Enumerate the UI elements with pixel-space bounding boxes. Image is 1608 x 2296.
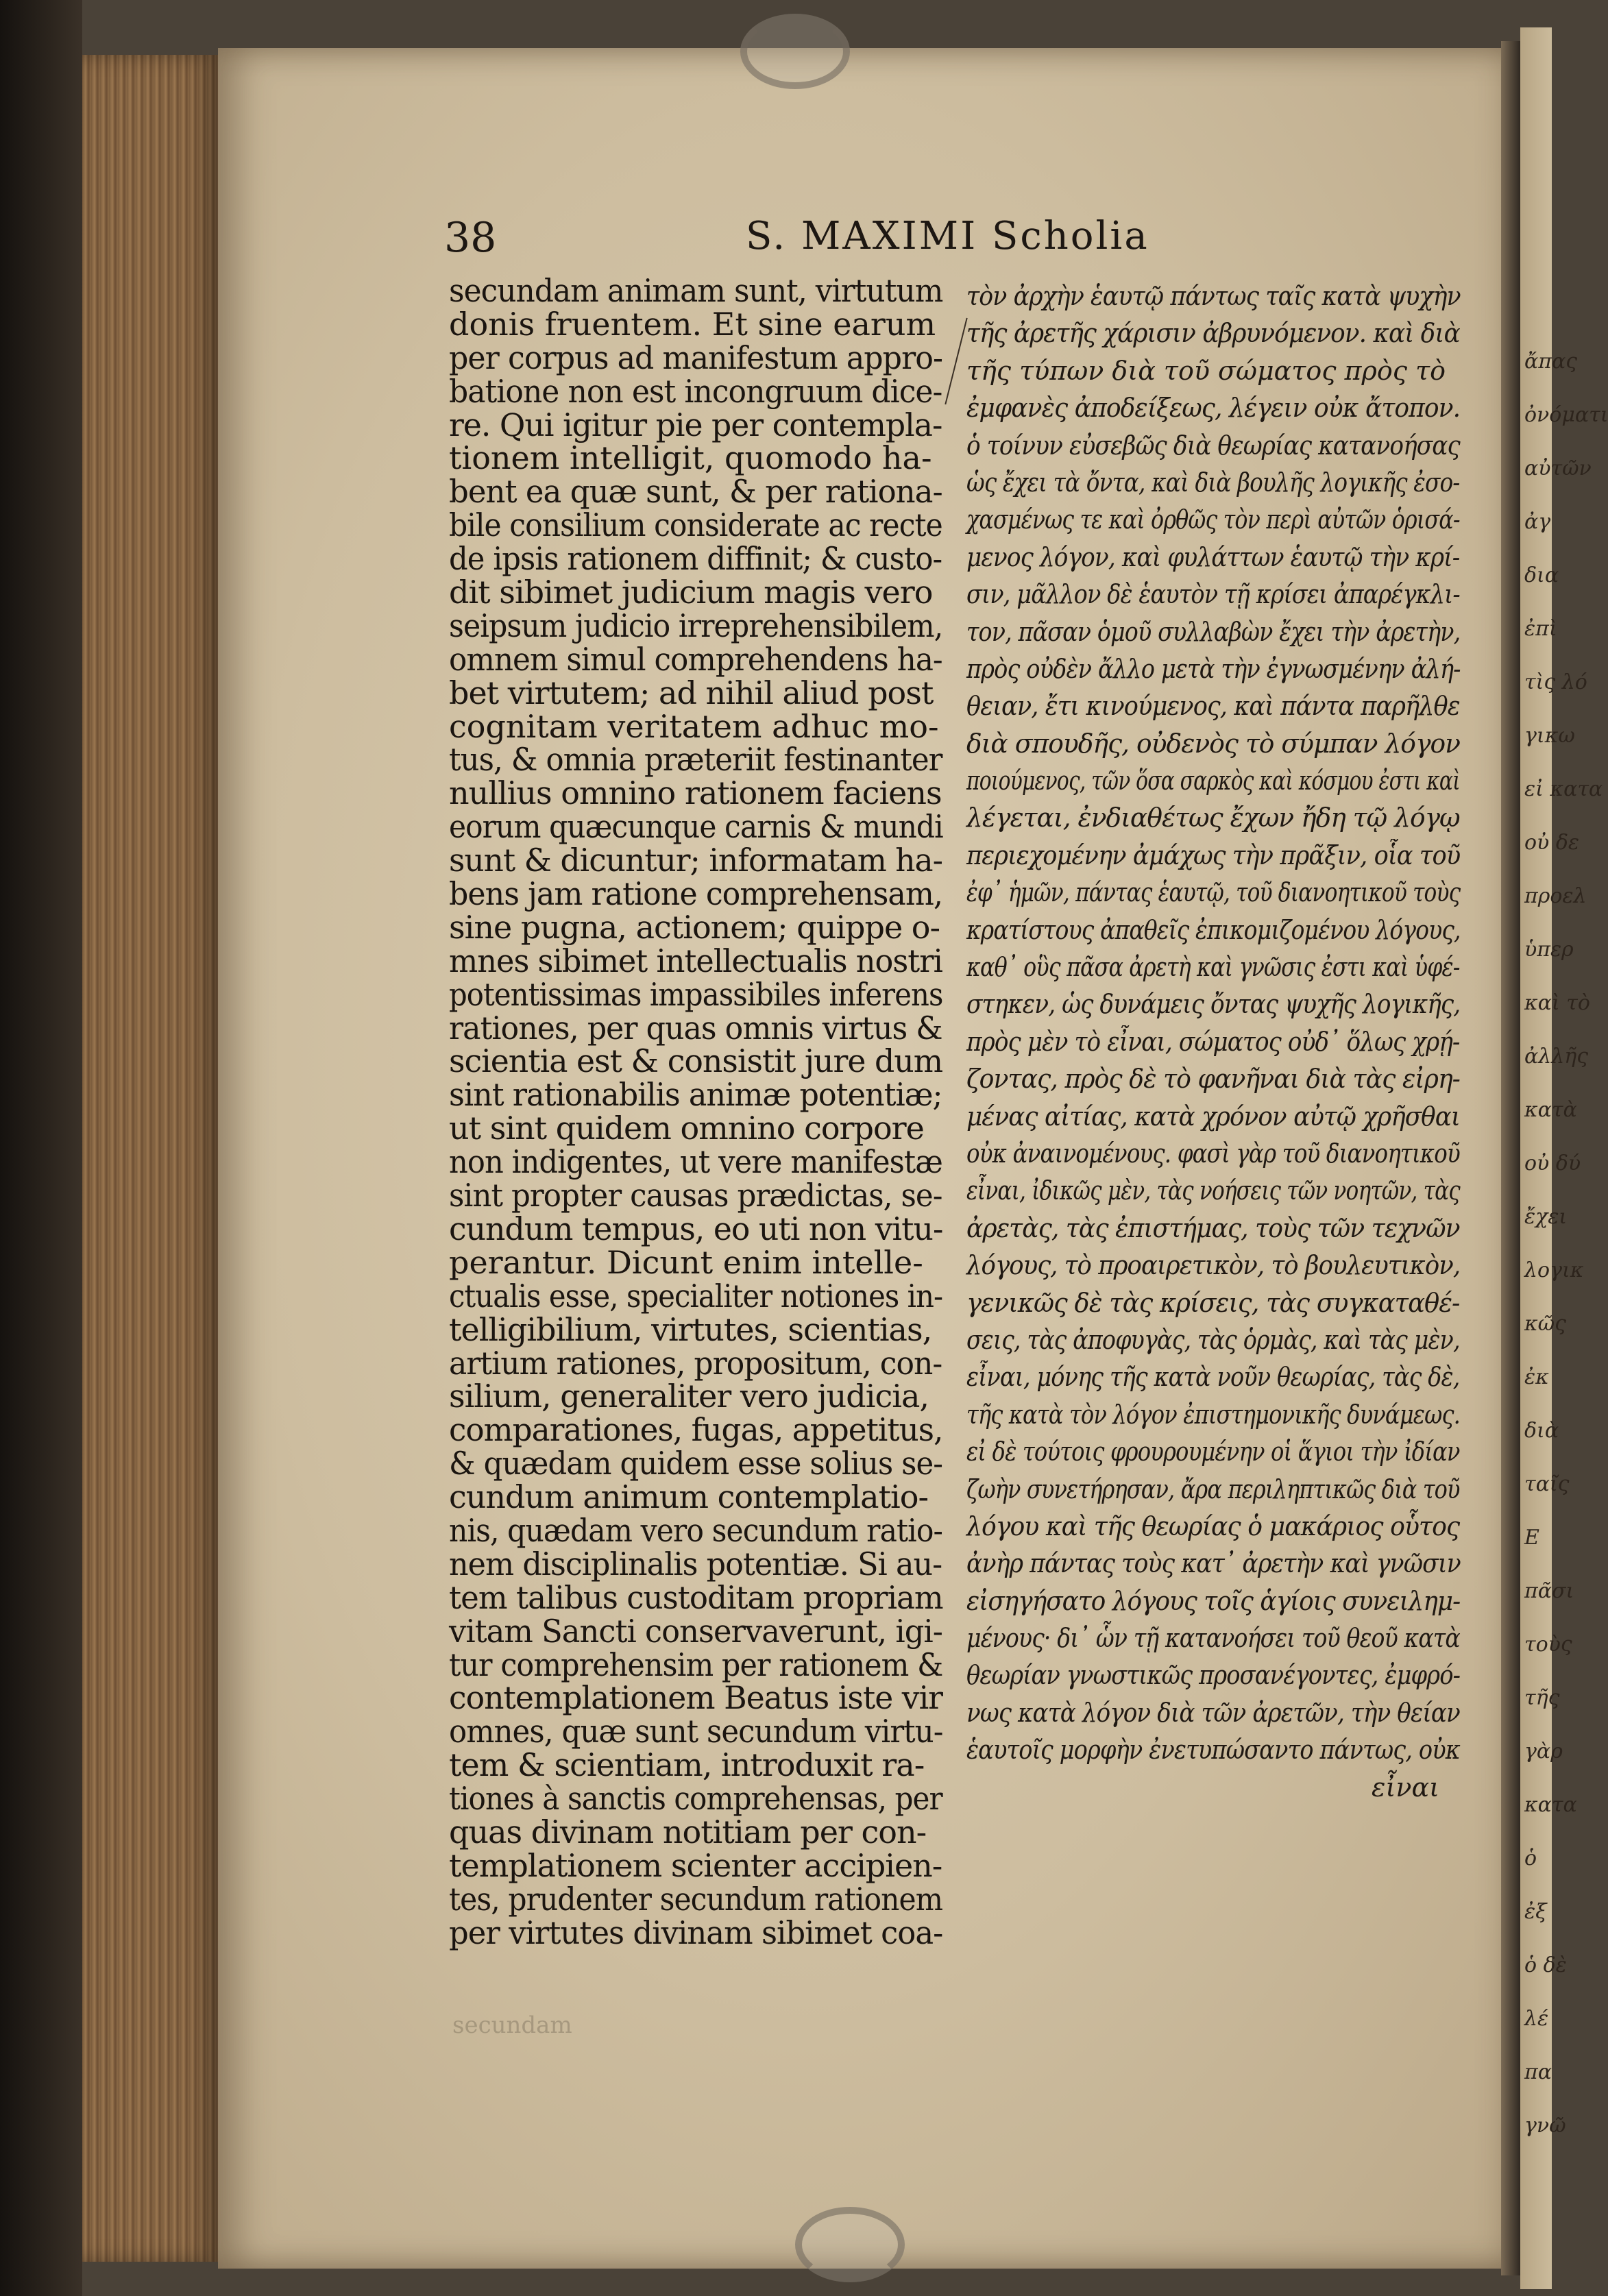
page-header bbox=[444, 214, 1445, 269]
greek-line: μένας αἰτίας, κατὰ χρόνον αὐτῷ χρῆσθαι bbox=[966, 1101, 1460, 1132]
page-number: 38 bbox=[444, 214, 497, 262]
greek-line: τὸν ἀρχὴν ἑαυτῷ πάντως ταῖς κατὰ ψυχὴν bbox=[966, 281, 1461, 311]
facing-page-fragment: τὶς λό bbox=[1524, 670, 1587, 694]
facing-page-fragment: γὰρ bbox=[1524, 1739, 1563, 1763]
facing-page-fragment: οὐ δύ bbox=[1524, 1151, 1581, 1175]
latin-line: sint propter causas prædictas, se- bbox=[449, 1177, 942, 1214]
latin-line: nem disciplinalis potentiæ. Si au- bbox=[449, 1545, 942, 1583]
greek-line: εἰ δὲ τούτοις φρουρουμένην οἱ ἅγιοι τὴν ἰδίαν bbox=[966, 1437, 1460, 1467]
latin-line: comparationes, fugas, appetitus, bbox=[449, 1411, 943, 1449]
facing-page-fragment: ὁ δὲ bbox=[1524, 1953, 1567, 1977]
latin-line: potentissimas impassibiles inferens bbox=[449, 975, 943, 1013]
latin-line: quas divinam notitiam per con- bbox=[449, 1813, 927, 1851]
facing-page-fragment: ἐπὶ bbox=[1524, 617, 1557, 641]
facing-page-fragment: καὶ τὸ bbox=[1524, 991, 1590, 1015]
greek-line: τῆς ἀρετῆς χάρισιν ἀβρυνόμενον. καὶ διὰ bbox=[966, 318, 1460, 349]
greek-line: ἑαυτοῖς μορφὴν ἐνετυπώσαντο πάντως, οὐκ bbox=[966, 1735, 1460, 1766]
greek-line: εἶναι, ἰδικῶς μὲν, τὰς νοήσεις τῶν νοητῶν, τὰς bbox=[966, 1175, 1460, 1206]
latin-line: donis fruentem. Et sine earum bbox=[449, 305, 936, 343]
latin-line: cognitam veritatem adhuc mo- bbox=[449, 707, 939, 745]
facing-page-fragment: λέ bbox=[1524, 2007, 1549, 2031]
latin-line: vitam Sancti conservaverunt, igi- bbox=[449, 1612, 942, 1650]
latin-line: cundum tempus, eo uti non vitu- bbox=[449, 1210, 943, 1247]
greek-line: σεις, τὰς ἀποφυγὰς, τὰς ὁρμὰς, καὶ τὰς μὲν, bbox=[966, 1324, 1460, 1355]
latin-line: bile consilium considerate ac recte bbox=[449, 506, 942, 544]
greek-line: ζωὴν συνετήρησαν, ἄρα περιληπτικῶς διὰ τοῦ bbox=[966, 1474, 1460, 1504]
greek-line: ποιούμενος, τῶν ὅσα σαρκὸς καὶ κόσμου ἐστι καὶ bbox=[966, 766, 1461, 796]
facing-page-fragment: γνῶ bbox=[1524, 2114, 1566, 2138]
facing-page-fragment: ἀλλῆς bbox=[1524, 1045, 1589, 1068]
facing-page-fragment: κατα bbox=[1524, 1793, 1577, 1817]
greek-line: ζοντας, πρὸς δὲ τὸ φανῆναι διὰ τὰς εἰρη- bbox=[966, 1064, 1460, 1095]
latin-line: silium, generaliter vero judicia, bbox=[449, 1378, 929, 1415]
latin-line: tus, & omnia præteriit festinanter bbox=[449, 741, 942, 779]
facing-page-fragment: δια bbox=[1524, 563, 1559, 587]
greek-line: λόγου καὶ τῆς θεωρίας ὁ μακάριος οὗτος bbox=[966, 1511, 1460, 1541]
latin-line: tem talibus custoditam propriam bbox=[449, 1578, 943, 1616]
facing-page-fragment: ταῖς bbox=[1524, 1472, 1570, 1496]
binding-shadow bbox=[0, 0, 82, 2296]
facing-page-fragment: ὀνόματι bbox=[1524, 403, 1608, 427]
facing-page-fragment: Ε bbox=[1524, 1526, 1539, 1550]
facing-page-fragment: λογικ bbox=[1524, 1258, 1584, 1282]
latin-line: ut sint quidem omnino corpore bbox=[449, 1110, 924, 1147]
greek-line: θεωρίαν γνωστικῶς προσανέγοντες, ἐμφρό- bbox=[966, 1660, 1461, 1691]
latin-line: eorum quæcunque carnis & mundi bbox=[449, 808, 943, 846]
latin-line: tur comprehensim per rationem & bbox=[449, 1646, 943, 1683]
greek-line: πρὸς οὐδὲν ἄλλο μετὰ τὴν ἐγνωσμένην ἀλή- bbox=[966, 653, 1461, 684]
top-page-clip bbox=[740, 14, 850, 89]
latin-line: nullius omnino rationem faciens bbox=[449, 774, 942, 812]
latin-line: perantur. Dicunt enim intelle- bbox=[449, 1243, 923, 1281]
greek-line: μένους· δι᾽ ὧν τῇ κατανοήσει τοῦ θεοῦ κατὰ bbox=[966, 1623, 1460, 1654]
latin-line: batione non est incongruum dice- bbox=[449, 372, 942, 410]
latin-line: sint rationabilis animæ potentiæ; bbox=[449, 1076, 942, 1114]
latin-line: re. Qui igitur pie per contempla- bbox=[449, 406, 942, 443]
greek-line: οὐκ ἀναινομένους. φασὶ γὰρ τοῦ διανοητικοῦ bbox=[966, 1138, 1460, 1169]
latin-line: scientia est & consistit jure dum bbox=[449, 1042, 943, 1080]
greek-line: χασμένως τε καὶ ὀρθῶς τὸν περὶ αὐτῶν ὁρισά- bbox=[966, 504, 1460, 535]
facing-page-fragment: κῶς bbox=[1524, 1312, 1566, 1336]
greek-line: διὰ σπουδῆς, οὐδενὸς τὸ σύμπαν λόγον bbox=[966, 728, 1460, 759]
running-title: S. MAXIMI Scholia bbox=[746, 214, 1149, 258]
greek-line: γενικῶς δὲ τὰς κρίσεις, τὰς συγκαταθέ- bbox=[966, 1287, 1460, 1318]
latin-line: bet virtutem; ad nihil aliud post bbox=[449, 674, 934, 711]
latin-line: ctualis esse, specialiter notiones in- bbox=[449, 1277, 943, 1315]
greek-line: περιεχομένην ἀμάχως τὴν πρᾶξιν, οἷα τοῦ bbox=[966, 840, 1461, 870]
latin-line: sunt & dicuntur; informatam ha- bbox=[449, 842, 943, 879]
facing-page-fragment: ὑπερ bbox=[1524, 938, 1574, 962]
latin-line: sine pugna, actionem; quippe o- bbox=[449, 908, 940, 946]
greek-line: νως κατὰ λόγον διὰ τῶν ἀρετῶν, τὴν θείαν bbox=[966, 1697, 1460, 1728]
facing-page-edge bbox=[1520, 27, 1608, 2289]
facing-page-fragment: κατὰ bbox=[1524, 1098, 1577, 1122]
latin-line: telligibilium, virtutes, scientias, bbox=[449, 1310, 932, 1348]
facing-page-fragment: τοὺς bbox=[1524, 1633, 1572, 1657]
facing-page-fragment: εἰ κατα bbox=[1524, 777, 1603, 801]
greek-line: λόγους, τὸ προαιρετικὸν, τὸ βουλευτικὸν, bbox=[966, 1250, 1461, 1281]
latin-line: non indigentes, ut vere manifestæ bbox=[449, 1143, 942, 1181]
greek-line: ἀνὴρ πάντας τοὺς κατ᾽ ἀρετὴν καὶ γνῶσιν bbox=[966, 1548, 1461, 1579]
latin-line: omnem simul comprehendens ha- bbox=[449, 640, 942, 678]
facing-page-fragment: ἀγ bbox=[1524, 510, 1551, 534]
facing-page-fragment: προελ bbox=[1524, 884, 1587, 908]
latin-line: & quædam quidem esse solius se- bbox=[449, 1445, 943, 1482]
greek-line: ὡς ἔχει τὰ ὄντα, καὶ διὰ βουλῆς λογικῆς ἐσο- bbox=[966, 467, 1460, 498]
latin-line: templationem scienter accipien- bbox=[449, 1846, 942, 1884]
latin-line: artium rationes, propositum, con- bbox=[449, 1344, 942, 1382]
greek-text-column bbox=[966, 278, 1460, 1806]
latin-line: mnes sibimet intellectualis nostri bbox=[449, 942, 942, 979]
greek-line: καθ᾽ οὓς πᾶσα ἀρετὴ καὶ γνῶσις ἐστι καὶ ὑφέ- bbox=[966, 952, 1460, 983]
latin-line: cundum animum contemplatio- bbox=[449, 1478, 929, 1516]
greek-line: τον, πᾶσαν ὁμοῦ συλλαβὼν ἔχει τὴν ἀρετὴν, bbox=[966, 616, 1461, 647]
greek-line: κρατίστους ἀπαθεῖς ἐπικομιζομένου λόγους, bbox=[966, 914, 1461, 945]
latin-line: per virtutes divinam sibimet coa- bbox=[449, 1914, 943, 1951]
facing-page-fragment: ἄπας bbox=[1524, 350, 1578, 374]
facing-page-fragment: οὐ δε bbox=[1524, 831, 1579, 855]
greek-line: εἶναι, μόνης τῆς κατὰ νοῦν θεωρίας, τὰς δὲ, bbox=[966, 1362, 1460, 1393]
greek-line: σιν, μᾶλλον δὲ ἑαυτὸν τῇ κρίσει ἀπαρέγκλι- bbox=[966, 579, 1460, 610]
greek-line: ἐφ᾽ ἡμῶν, πάντας ἑαυτῷ, τοῦ διανοητικοῦ τοὺς bbox=[966, 877, 1461, 908]
latin-line: tionem intelligit, quomodo ha- bbox=[449, 439, 932, 477]
facing-page-fragment: ὁ bbox=[1524, 1846, 1537, 1870]
latin-line: tem & scientiam, introduxit ra- bbox=[449, 1746, 925, 1784]
greek-line: πρὸς μὲν τὸ εἶναι, σώματος οὐδ᾽ ὅλως χρῄ- bbox=[966, 1026, 1460, 1057]
latin-line: bens jam ratione comprehensam, bbox=[449, 875, 943, 913]
book-page-edges bbox=[82, 55, 219, 2262]
latin-line: tiones à sanctis comprehensas, per bbox=[449, 1780, 942, 1818]
facing-page-fragment: ἐξ bbox=[1524, 1900, 1547, 1924]
latin-line: seipsum judicio irreprehensibilem, bbox=[449, 607, 943, 644]
greek-line: εἰσηγήσατο λόγους τοῖς ἁγίοις συνειλημ- bbox=[966, 1585, 1461, 1616]
latin-line: dit sibimet judicium magis vero bbox=[449, 574, 933, 611]
latin-line: contemplationem Beatus iste vir bbox=[449, 1679, 943, 1717]
greek-line: θειαν, ἔτι κινούμενος, καὶ πάντα παρῆλθε bbox=[966, 691, 1460, 722]
facing-page-fragment: τῆς bbox=[1524, 1686, 1560, 1710]
latin-line: omnes, quæ sunt secundum virtu- bbox=[449, 1713, 943, 1750]
latin-line: nis, quædam vero secundum ratio- bbox=[449, 1511, 942, 1549]
greek-line: ἀρετὰς, τὰς ἐπιστήμας, τοὺς τῶν τεχνῶν bbox=[966, 1212, 1460, 1243]
latin-line: tes, prudenter secundum rationem bbox=[449, 1880, 943, 1918]
latin-line: rationes, per quas omnis virtus & bbox=[449, 1009, 942, 1047]
facing-page-fragment: γικω bbox=[1524, 724, 1575, 748]
greek-line: λέγεται, ἐνδιαθέτως ἔχων ἤδη τῷ λόγῳ bbox=[966, 803, 1460, 833]
bottom-page-clip bbox=[795, 2207, 905, 2282]
facing-page-fragment: διὰ bbox=[1524, 1419, 1559, 1443]
latin-line: secundam animam sunt, virtutum bbox=[449, 272, 943, 309]
facing-page-fragment: πα bbox=[1524, 2060, 1552, 2084]
latin-line: per corpus ad manifestum appro- bbox=[449, 339, 942, 376]
facing-page-fragment: πᾶσι bbox=[1524, 1579, 1574, 1603]
greek-line: στηκεν, ὡς δυνάμεις ὄντας ψυχῆς λογικῆς, bbox=[966, 989, 1461, 1020]
greek-line: εἶναι bbox=[1372, 1772, 1439, 1803]
greek-line: τῆς τύπων διὰ τοῦ σώματος πρὸς τὸ bbox=[966, 355, 1446, 386]
facing-page-fragment: αὐτῶν bbox=[1524, 456, 1592, 480]
greek-line: ἐμφανὲς ἀποδείξεως, λέγειν οὐκ ἄτοπον. bbox=[966, 393, 1461, 424]
latin-line: de ipsis rationem diffinit; & custo- bbox=[449, 540, 942, 578]
book-gutter bbox=[1501, 41, 1522, 2275]
latin-text-column bbox=[449, 274, 942, 1950]
greek-line: μενος λόγον, καὶ φυλάττων ἑαυτῷ τὴν κρί- bbox=[966, 541, 1460, 572]
catchword: secundam bbox=[452, 2012, 572, 2039]
latin-line: bent ea quæ sunt, & per rationa- bbox=[449, 473, 942, 511]
facing-page-fragment: ἔχει bbox=[1524, 1205, 1568, 1229]
greek-line: τῆς κατὰ τὸν λόγον ἐπιστημονικῆς δυνάμεως. bbox=[966, 1399, 1461, 1430]
greek-line: ὁ τοίνυν εὐσεβῶς διὰ θεωρίας κατανοήσας bbox=[966, 430, 1460, 461]
facing-page-fragment: ἐκ bbox=[1524, 1365, 1549, 1389]
